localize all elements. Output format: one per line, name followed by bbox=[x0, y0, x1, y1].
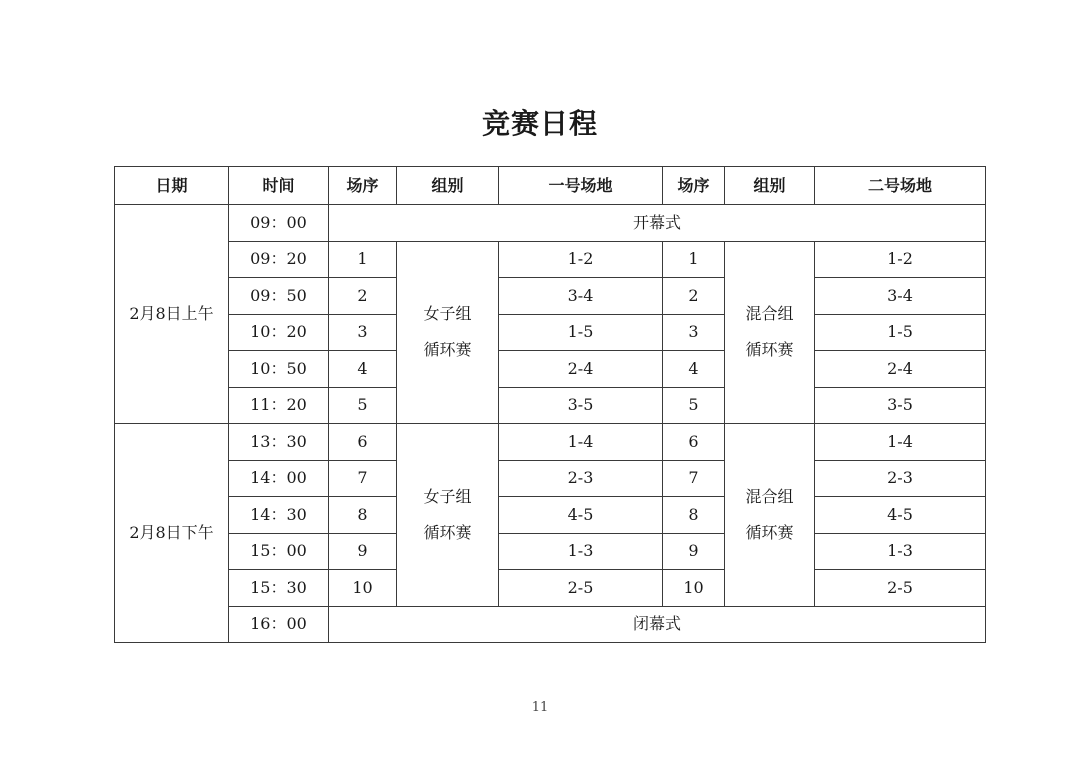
seq-cell: 8 bbox=[663, 497, 725, 534]
match-cell: 2-4 bbox=[815, 351, 986, 388]
table-row bbox=[115, 460, 986, 497]
match-cell: 3-4 bbox=[815, 278, 986, 315]
seq-cell: 2 bbox=[329, 278, 397, 315]
header-time: 时间 bbox=[229, 167, 329, 205]
table-row bbox=[115, 606, 986, 643]
match-cell: 1-2 bbox=[815, 241, 986, 278]
time-cell: 14：00 bbox=[229, 460, 329, 497]
match-cell: 2-5 bbox=[815, 570, 986, 607]
seq-cell: 9 bbox=[663, 533, 725, 570]
header-court-1: 一号场地 bbox=[499, 167, 663, 205]
table-row bbox=[115, 497, 986, 534]
table-row bbox=[115, 314, 986, 351]
seq-cell: 4 bbox=[663, 351, 725, 388]
match-cell: 2-4 bbox=[499, 351, 663, 388]
group-cell bbox=[725, 241, 815, 424]
table-row bbox=[115, 241, 986, 278]
match-cell: 2-5 bbox=[499, 570, 663, 607]
seq-cell: 4 bbox=[329, 351, 397, 388]
group-name: 混合组 bbox=[745, 486, 794, 506]
time-cell: 13：30 bbox=[229, 424, 329, 461]
header-seq-2: 场序 bbox=[663, 167, 725, 205]
match-cell: 4-5 bbox=[499, 497, 663, 534]
match-cell: 2-3 bbox=[815, 460, 986, 497]
group-name: 女子组 bbox=[423, 486, 472, 506]
group-format: 循环赛 bbox=[423, 522, 472, 542]
page-title: 竞赛日程 bbox=[481, 107, 598, 140]
schedule-table bbox=[114, 166, 986, 643]
match-cell: 1-3 bbox=[499, 533, 663, 570]
seq-cell: 5 bbox=[329, 387, 397, 424]
time-cell: 15：30 bbox=[229, 570, 329, 607]
time-cell: 15：00 bbox=[229, 533, 329, 570]
match-cell: 3-5 bbox=[499, 387, 663, 424]
seq-cell: 9 bbox=[329, 533, 397, 570]
group-cell bbox=[397, 424, 499, 607]
match-cell: 2-3 bbox=[499, 460, 663, 497]
header-date: 日期 bbox=[115, 167, 229, 205]
table-row bbox=[115, 351, 986, 388]
time-cell: 09：20 bbox=[229, 241, 329, 278]
seq-cell: 6 bbox=[663, 424, 725, 461]
match-cell: 4-5 bbox=[815, 497, 986, 534]
group-format: 循环赛 bbox=[745, 522, 794, 542]
date-cell: 2月8日上午 bbox=[115, 205, 229, 424]
ceremony-cell: 闭幕式 bbox=[329, 606, 986, 643]
match-cell: 3-5 bbox=[815, 387, 986, 424]
seq-cell: 3 bbox=[329, 314, 397, 351]
seq-cell: 10 bbox=[329, 570, 397, 607]
time-cell: 10：20 bbox=[229, 314, 329, 351]
group-format: 循环赛 bbox=[423, 340, 472, 360]
seq-cell: 7 bbox=[329, 460, 397, 497]
header-group-1: 组别 bbox=[397, 167, 499, 205]
match-cell: 1-2 bbox=[499, 241, 663, 278]
time-cell: 11：20 bbox=[229, 387, 329, 424]
seq-cell: 5 bbox=[663, 387, 725, 424]
time-cell: 09：50 bbox=[229, 278, 329, 315]
table-row bbox=[115, 278, 986, 315]
seq-cell: 10 bbox=[663, 570, 725, 607]
table-row bbox=[115, 387, 986, 424]
match-cell: 1-5 bbox=[499, 314, 663, 351]
match-cell: 1-3 bbox=[815, 533, 986, 570]
group-cell bbox=[725, 424, 815, 607]
page-number: 11 bbox=[531, 700, 549, 715]
group-name: 混合组 bbox=[745, 304, 794, 324]
match-cell: 3-4 bbox=[499, 278, 663, 315]
seq-cell: 6 bbox=[329, 424, 397, 461]
seq-cell: 8 bbox=[329, 497, 397, 534]
time-cell: 16：00 bbox=[229, 606, 329, 643]
group-format: 循环赛 bbox=[745, 340, 794, 360]
table-row bbox=[115, 424, 986, 461]
header-row bbox=[115, 167, 986, 205]
seq-cell: 3 bbox=[663, 314, 725, 351]
seq-cell: 1 bbox=[663, 241, 725, 278]
header-group-2: 组别 bbox=[725, 167, 815, 205]
header-seq-1: 场序 bbox=[329, 167, 397, 205]
match-cell: 1-4 bbox=[815, 424, 986, 461]
time-cell: 14：30 bbox=[229, 497, 329, 534]
table-row bbox=[115, 205, 986, 242]
match-cell: 1-5 bbox=[815, 314, 986, 351]
match-cell: 1-4 bbox=[499, 424, 663, 461]
time-cell: 09：00 bbox=[229, 205, 329, 242]
group-cell bbox=[397, 241, 499, 424]
seq-cell: 2 bbox=[663, 278, 725, 315]
table-row bbox=[115, 570, 986, 607]
header-court-2: 二号场地 bbox=[815, 167, 986, 205]
time-cell: 10：50 bbox=[229, 351, 329, 388]
seq-cell: 1 bbox=[329, 241, 397, 278]
group-name: 女子组 bbox=[423, 304, 472, 324]
seq-cell: 7 bbox=[663, 460, 725, 497]
ceremony-cell: 开幕式 bbox=[329, 205, 986, 242]
date-cell: 2月8日下午 bbox=[115, 424, 229, 643]
table-row bbox=[115, 533, 986, 570]
